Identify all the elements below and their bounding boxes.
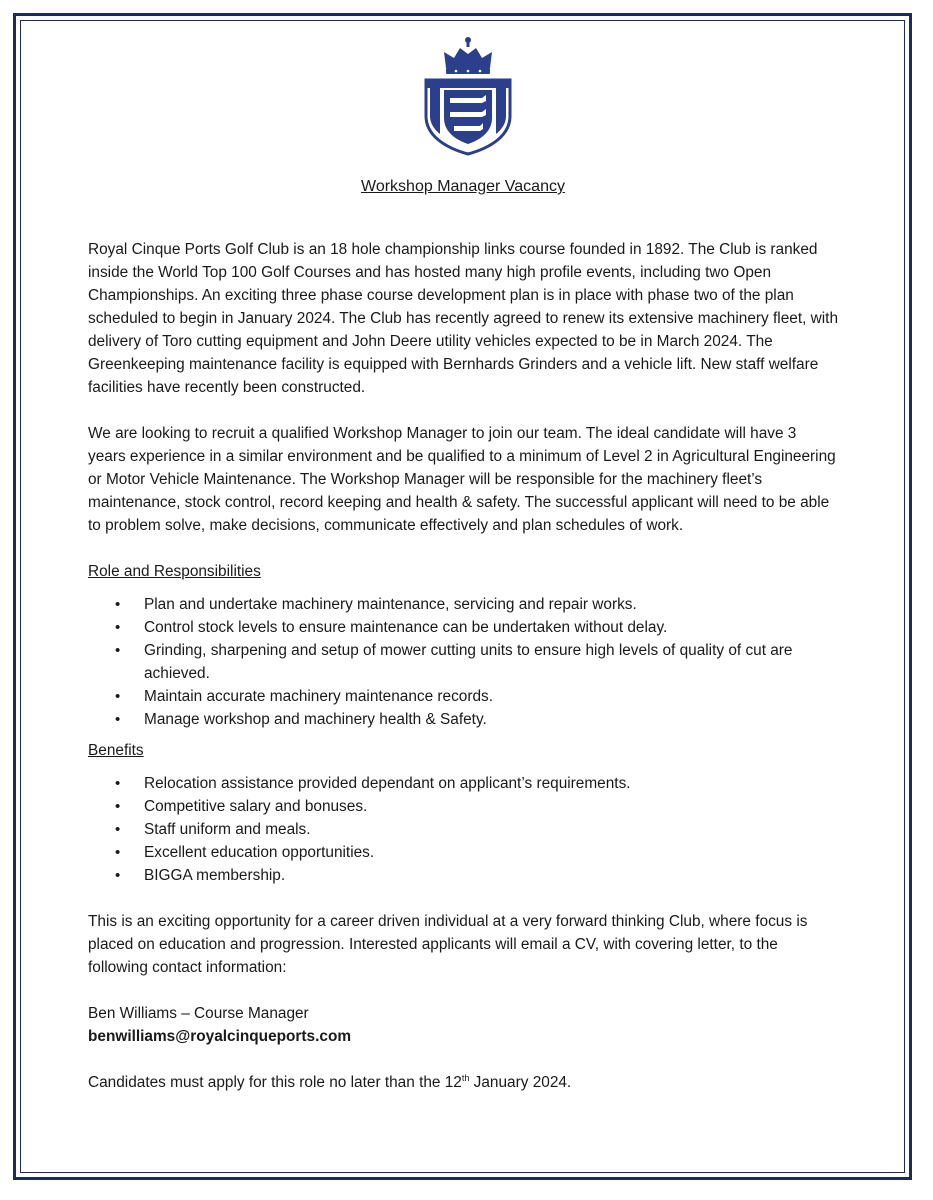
contact-name: Ben Williams – Course Manager	[88, 1005, 309, 1022]
benefits-heading: Benefits	[88, 742, 144, 759]
benefits-list-item: • Excellent education opportunities.	[144, 841, 838, 864]
roles-list-item: • Plan and undertake machinery maintenance, servicing and repair works.	[144, 593, 838, 616]
deadline-superscript: th	[461, 1072, 470, 1083]
page-title: Workshop Manager Vacancy	[361, 178, 565, 195]
benefits-list-item: • Staff uniform and meals.	[144, 818, 838, 841]
roles-list-item: • Maintain accurate machinery maintenance records.	[144, 685, 838, 708]
contact-email[interactable]: benwilliams@royalcinqueports.com	[88, 1028, 352, 1045]
benefits-list-item: • BIGGA membership.	[144, 864, 838, 887]
intro-paragraph-1: Royal Cinque Ports Golf Club is an 18 hole championship links course founded in 1892. The Club is ranked inside the World Top 100 Golf Courses and has hosted many high profile events, including two Open Championships. An exciting three phase course development plan is in place with phase two of the plan scheduled to begin in January 2024. The Club has recently agreed to renew its extensive machinery fleet, with delivery of Toro cutting equipment and John Deere utility vehicles expected to be in March 2024. The Greenkeeping maintenance facility is equipped with Bernhards Grinders and a vehicle lift. New staff welfare facilities have recently been constructed.	[88, 241, 839, 396]
club-crest-icon	[420, 36, 516, 156]
benefits-list	[88, 772, 838, 887]
intro-paragraph-2: We are looking to recruit a qualified Workshop Manager to join our team. The ideal candidate will have 3 years experience in a similar environment and be qualified to a minimum of Level 2 in Agricultural Engineering or Motor Vehicle Maintenance. The Workshop Manager will be responsible for the machinery fleet’s maintenance, stock control, record keeping and health & safety. The successful applicant will need to be able to problem solve, make decisions, communicate effectively and plan schedules of work.	[88, 425, 836, 534]
deadline-text-after: January 2024.	[469, 1074, 572, 1091]
roles-list	[88, 593, 838, 731]
deadline-text-before: Candidates must apply for this role no later than the 12	[88, 1074, 462, 1091]
roles-list-item: • Grinding, sharpening and setup of mower cutting units to ensure high levels of quality of cut are achieved.	[144, 639, 838, 685]
vacancy-document	[88, 175, 838, 1117]
roles-heading: Role and Responsibilities	[88, 563, 261, 580]
closing-paragraph: This is an exciting opportunity for a career driven individual at a very forward thinking Club, where focus is placed on education and progression. Interested applicants will email a CV, with covering letter, to the following contact information:	[88, 913, 808, 976]
benefits-list-item: • Competitive salary and bonuses.	[144, 795, 838, 818]
roles-list-item: • Manage workshop and machinery health & Safety.	[144, 708, 838, 731]
application-deadline	[88, 1071, 838, 1094]
benefits-list-item: • Relocation assistance provided dependant on applicant’s requirements.	[144, 772, 838, 795]
roles-list-item: • Control stock levels to ensure maintenance can be undertaken without delay.	[144, 616, 838, 639]
